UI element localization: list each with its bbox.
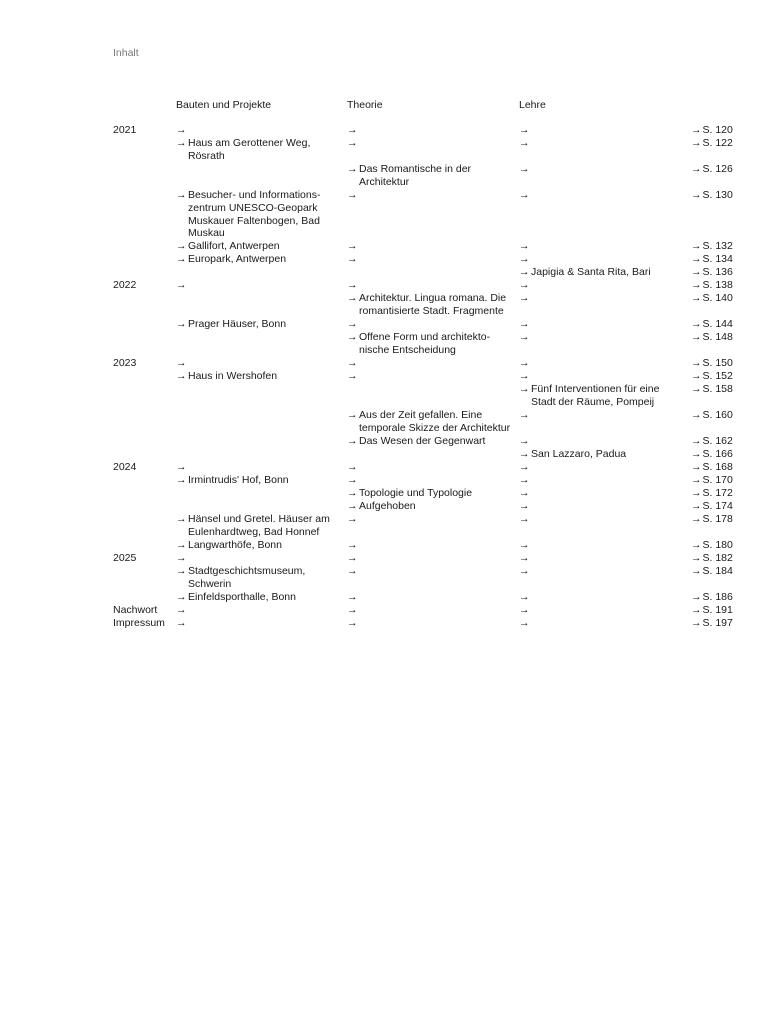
arrow-right-icon: → — [691, 500, 702, 512]
arrow-right-icon: → — [347, 189, 358, 201]
year-label: 2024 — [113, 461, 137, 473]
page-number: S. 152 — [702, 370, 733, 382]
page-number: S. 186 — [702, 591, 733, 603]
toc-row — [0, 163, 765, 189]
arrow-right-icon: → — [519, 539, 530, 551]
arrow-right-icon: → — [347, 604, 358, 616]
arrow-right-icon: → — [347, 279, 358, 291]
toc-row — [0, 357, 765, 370]
page-number: S. 197 — [702, 617, 733, 629]
arrow-right-icon: → — [691, 189, 702, 201]
arrow-right-icon: → — [519, 318, 530, 330]
arrow-right-icon: → — [176, 137, 187, 149]
toc-row — [0, 240, 765, 253]
page-reference[interactable] — [691, 513, 733, 526]
arrow-right-icon: → — [176, 279, 187, 291]
arrow-right-icon: → — [691, 331, 702, 343]
theorie-entry[interactable] — [347, 487, 512, 500]
page-reference[interactable] — [691, 591, 733, 604]
entry-title: Das Romantische in der Architektur — [359, 163, 472, 188]
arrow-right-icon: → — [347, 591, 358, 603]
toc-row — [0, 487, 765, 500]
page-number: S. 144 — [702, 318, 733, 330]
page-reference[interactable] — [691, 266, 733, 279]
page-reference[interactable] — [691, 552, 733, 565]
arrow-right-icon: → — [347, 539, 358, 551]
arrow-right-icon: → — [691, 357, 702, 369]
arrow-right-icon: → — [519, 435, 530, 447]
arrow-right-icon: → — [176, 189, 187, 201]
arrow-right-icon: → — [347, 124, 358, 136]
page-reference[interactable] — [691, 500, 733, 513]
arrow-right-icon: → — [347, 552, 358, 564]
toc-row — [0, 604, 765, 617]
arrow-right-icon: → — [176, 513, 187, 525]
arrow-right-icon: → — [347, 565, 358, 577]
column-header-bauten: Bauten und Projekte — [176, 99, 272, 111]
toc-row — [0, 513, 765, 539]
arrow-right-icon: → — [176, 240, 187, 252]
arrow-right-icon: → — [347, 163, 358, 175]
page-number: S. 138 — [702, 279, 733, 291]
theorie-entry[interactable] — [347, 163, 512, 189]
bauten-entry[interactable] — [176, 189, 341, 240]
arrow-right-icon: → — [176, 253, 187, 265]
entry-title: Aufgehoben — [359, 500, 416, 512]
arrow-right-icon: → — [691, 604, 702, 616]
entry-title: Aus der Zeit gefallen. Eine temporale Skizze der Architektur — [359, 409, 511, 434]
arrow-right-icon: → — [176, 617, 187, 629]
arrow-right-icon: → — [519, 409, 530, 421]
theorie-entry[interactable] — [347, 409, 512, 435]
arrow-right-icon: → — [691, 370, 702, 382]
page-reference[interactable] — [691, 383, 733, 396]
theorie-entry[interactable] — [347, 331, 512, 357]
theorie-entry[interactable] — [347, 500, 512, 513]
arrow-right-icon: → — [691, 565, 702, 577]
toc-row — [0, 279, 765, 292]
page-reference[interactable] — [691, 448, 733, 461]
year-label: Nachwort — [113, 604, 158, 616]
arrow-right-icon: → — [347, 253, 358, 265]
entry-title: Architektur. Lingua romana. Die romantisierte Stadt. Fragmente — [359, 292, 507, 317]
arrow-right-icon: → — [176, 565, 187, 577]
page-reference[interactable] — [691, 357, 733, 370]
entry-title: Japigia & Santa Rita, Bari — [531, 266, 651, 278]
toc-row — [0, 318, 765, 331]
arrow-right-icon: → — [347, 500, 358, 512]
arrow-right-icon: → — [347, 474, 358, 486]
arrow-right-icon: → — [176, 552, 187, 564]
page-number: S. 166 — [702, 448, 733, 460]
arrow-right-icon: → — [347, 409, 358, 421]
toc-row — [0, 461, 765, 474]
arrow-right-icon: → — [691, 552, 702, 564]
toc-row — [0, 565, 765, 591]
toc-row — [0, 383, 765, 409]
arrow-right-icon: → — [176, 357, 187, 369]
arrow-right-icon: → — [691, 448, 702, 460]
lehre-entry[interactable] — [519, 448, 684, 461]
arrow-right-icon: → — [347, 435, 358, 447]
arrow-right-icon: → — [519, 513, 530, 525]
arrow-right-icon: → — [519, 137, 530, 149]
toc-row — [0, 591, 765, 604]
page-number: S. 126 — [702, 163, 733, 175]
arrow-right-icon: → — [519, 617, 530, 629]
page-reference[interactable] — [691, 435, 733, 448]
page-number: S. 120 — [702, 124, 733, 136]
arrow-right-icon: → — [691, 461, 702, 473]
arrow-right-icon: → — [519, 163, 530, 175]
bauten-entry[interactable] — [176, 474, 341, 487]
arrow-right-icon: → — [691, 383, 702, 395]
page-reference[interactable] — [691, 279, 733, 292]
arrow-right-icon: → — [347, 137, 358, 149]
page-reference[interactable] — [691, 292, 733, 305]
column-header-lehre: Lehre — [519, 99, 546, 111]
arrow-right-icon: → — [519, 124, 530, 136]
arrow-right-icon: → — [691, 292, 702, 304]
toc-row — [0, 124, 765, 137]
page-reference[interactable] — [691, 189, 733, 202]
arrow-right-icon: → — [347, 487, 358, 499]
page-number: S. 140 — [702, 292, 733, 304]
arrow-right-icon: → — [176, 461, 187, 473]
entry-title: Gallifort, Antwerpen — [188, 240, 280, 252]
year-label: 2025 — [113, 552, 137, 564]
toc-row — [0, 617, 765, 630]
page-number: S. 136 — [702, 266, 733, 278]
arrow-right-icon: → — [519, 461, 530, 473]
page-number: S. 130 — [702, 189, 733, 201]
arrow-right-icon: → — [519, 331, 530, 343]
toc-row — [0, 448, 765, 461]
arrow-right-icon: → — [176, 318, 187, 330]
page-number: S. 174 — [702, 500, 733, 512]
arrow-right-icon: → — [691, 163, 702, 175]
arrow-right-icon: → — [519, 357, 530, 369]
bauten-entry[interactable] — [176, 253, 341, 266]
arrow-right-icon: → — [519, 591, 530, 603]
arrow-right-icon: → — [347, 617, 358, 629]
arrow-right-icon: → — [519, 565, 530, 577]
arrow-right-icon: → — [519, 189, 530, 201]
arrow-right-icon: → — [347, 331, 358, 343]
bauten-entry[interactable] — [176, 513, 341, 539]
table-of-contents — [0, 124, 765, 630]
page-number: S. 191 — [702, 604, 733, 616]
page-number: S. 122 — [702, 137, 733, 149]
bauten-entry[interactable] — [176, 591, 341, 604]
page-reference[interactable] — [691, 565, 733, 578]
toc-row — [0, 474, 765, 487]
arrow-right-icon: → — [347, 318, 358, 330]
arrow-right-icon: → — [691, 240, 702, 252]
page-reference[interactable] — [691, 409, 733, 422]
page-number: S. 182 — [702, 552, 733, 564]
arrow-right-icon: → — [519, 279, 530, 291]
toc-row — [0, 435, 765, 448]
page-reference[interactable] — [691, 137, 733, 150]
toc-row — [0, 292, 765, 318]
bauten-entry[interactable] — [176, 539, 341, 552]
page-number: S. 132 — [702, 240, 733, 252]
arrow-right-icon: → — [519, 448, 530, 460]
bauten-entry[interactable] — [176, 318, 341, 331]
page-number: S. 158 — [702, 383, 733, 395]
toc-row — [0, 137, 765, 163]
page-number: S. 168 — [702, 461, 733, 473]
toc-row — [0, 189, 765, 240]
arrow-right-icon: → — [691, 474, 702, 486]
entry-title: Besucher- und Informations- zentrum UNESCO-Geopark Muskauer Faltenbogen, Bad Muskau — [188, 189, 321, 240]
arrow-right-icon: → — [519, 370, 530, 382]
entry-title: Stadtgeschichtsmuseum, Schwerin — [188, 565, 306, 590]
entry-title: Fünf Interventionen für eine Stadt der Räume, Pompeij — [531, 383, 660, 408]
arrow-right-icon: → — [176, 539, 187, 551]
page-number: S. 180 — [702, 539, 733, 551]
page-reference[interactable] — [691, 617, 733, 630]
toc-row — [0, 266, 765, 279]
page-reference[interactable] — [691, 318, 733, 331]
arrow-right-icon: → — [691, 279, 702, 291]
arrow-right-icon: → — [519, 500, 530, 512]
entry-title: San Lazzaro, Padua — [531, 448, 627, 460]
page-reference[interactable] — [691, 240, 733, 253]
arrow-right-icon: → — [519, 487, 530, 499]
arrow-right-icon: → — [519, 240, 530, 252]
arrow-right-icon: → — [691, 591, 702, 603]
arrow-right-icon: → — [176, 370, 187, 382]
lehre-entry[interactable] — [519, 383, 684, 409]
arrow-right-icon: → — [691, 513, 702, 525]
theorie-entry[interactable] — [347, 435, 512, 448]
arrow-right-icon: → — [691, 253, 702, 265]
page-number: S. 170 — [702, 474, 733, 486]
year-label: 2021 — [113, 124, 137, 136]
lehre-entry[interactable] — [519, 266, 684, 279]
arrow-right-icon: → — [519, 474, 530, 486]
bauten-entry[interactable] — [176, 565, 341, 591]
arrow-right-icon: → — [691, 617, 702, 629]
arrow-right-icon: → — [347, 370, 358, 382]
toc-row — [0, 253, 765, 266]
arrow-right-icon: → — [519, 383, 530, 395]
page-number: S. 148 — [702, 331, 733, 343]
entry-title: Topologie und Typologie — [359, 487, 473, 499]
page-number: S. 150 — [702, 357, 733, 369]
page-number: S. 172 — [702, 487, 733, 499]
page-reference[interactable] — [691, 253, 733, 266]
toc-row — [0, 370, 765, 383]
theorie-entry[interactable] — [347, 292, 512, 318]
arrow-right-icon: → — [519, 292, 530, 304]
year-label: 2022 — [113, 279, 137, 291]
arrow-right-icon: → — [691, 409, 702, 421]
arrow-right-icon: → — [176, 124, 187, 136]
entry-title: Haus am Gerottener Weg, Rösrath — [188, 137, 311, 162]
toc-row — [0, 331, 765, 357]
page-number: S. 134 — [702, 253, 733, 265]
entry-title: Das Wesen der Gegenwart — [359, 435, 486, 447]
page-reference[interactable] — [691, 604, 733, 617]
page-number: S. 160 — [702, 409, 733, 421]
arrow-right-icon: → — [691, 266, 702, 278]
entry-title: Irmintrudis' Hof, Bonn — [188, 474, 289, 486]
arrow-right-icon: → — [519, 552, 530, 564]
entry-title: Haus in Wershofen — [188, 370, 278, 382]
arrow-right-icon: → — [176, 591, 187, 603]
arrow-right-icon: → — [347, 292, 358, 304]
arrow-right-icon: → — [347, 240, 358, 252]
toc-row — [0, 539, 765, 552]
arrow-right-icon: → — [347, 461, 358, 473]
toc-row — [0, 500, 765, 513]
arrow-right-icon: → — [691, 539, 702, 551]
page-number: S. 184 — [702, 565, 733, 577]
page-number: S. 178 — [702, 513, 733, 525]
entry-title: Europark, Antwerpen — [188, 253, 287, 265]
arrow-right-icon: → — [691, 137, 702, 149]
bauten-entry[interactable] — [176, 370, 341, 383]
arrow-right-icon: → — [691, 124, 702, 136]
arrow-right-icon: → — [347, 357, 358, 369]
entry-title: Hänsel und Gretel. Häuser am Eulenhardtweg, Bad Honnef — [188, 513, 330, 538]
page-reference[interactable] — [691, 474, 733, 487]
toc-row — [0, 552, 765, 565]
page-reference[interactable] — [691, 331, 733, 344]
year-label: Impressum — [113, 617, 165, 629]
page-label: Inhalt — [113, 47, 139, 59]
arrow-right-icon: → — [519, 266, 530, 278]
page-reference[interactable] — [691, 163, 733, 176]
page-reference[interactable] — [691, 539, 733, 552]
page-reference[interactable] — [691, 370, 733, 383]
arrow-right-icon: → — [519, 253, 530, 265]
page-reference[interactable] — [691, 461, 733, 474]
column-header-theorie: Theorie — [347, 99, 383, 111]
entry-title: Langwarthöfe, Bonn — [188, 539, 282, 551]
page-number: S. 162 — [702, 435, 733, 447]
arrow-right-icon: → — [176, 604, 187, 616]
page-reference[interactable] — [691, 124, 733, 137]
arrow-right-icon: → — [347, 513, 358, 525]
arrow-right-icon: → — [691, 318, 702, 330]
bauten-entry[interactable] — [176, 240, 341, 253]
arrow-right-icon: → — [691, 435, 702, 447]
arrow-right-icon: → — [519, 604, 530, 616]
arrow-right-icon: → — [176, 474, 187, 486]
entry-title: Einfeldsporthalle, Bonn — [188, 591, 296, 603]
arrow-right-icon: → — [691, 487, 702, 499]
year-label: 2023 — [113, 357, 137, 369]
bauten-entry[interactable] — [176, 137, 341, 163]
page-reference[interactable] — [691, 487, 733, 500]
toc-row — [0, 409, 765, 435]
entry-title: Prager Häuser, Bonn — [188, 318, 287, 330]
entry-title: Offene Form und architekto- nische Entscheidung — [359, 331, 491, 356]
